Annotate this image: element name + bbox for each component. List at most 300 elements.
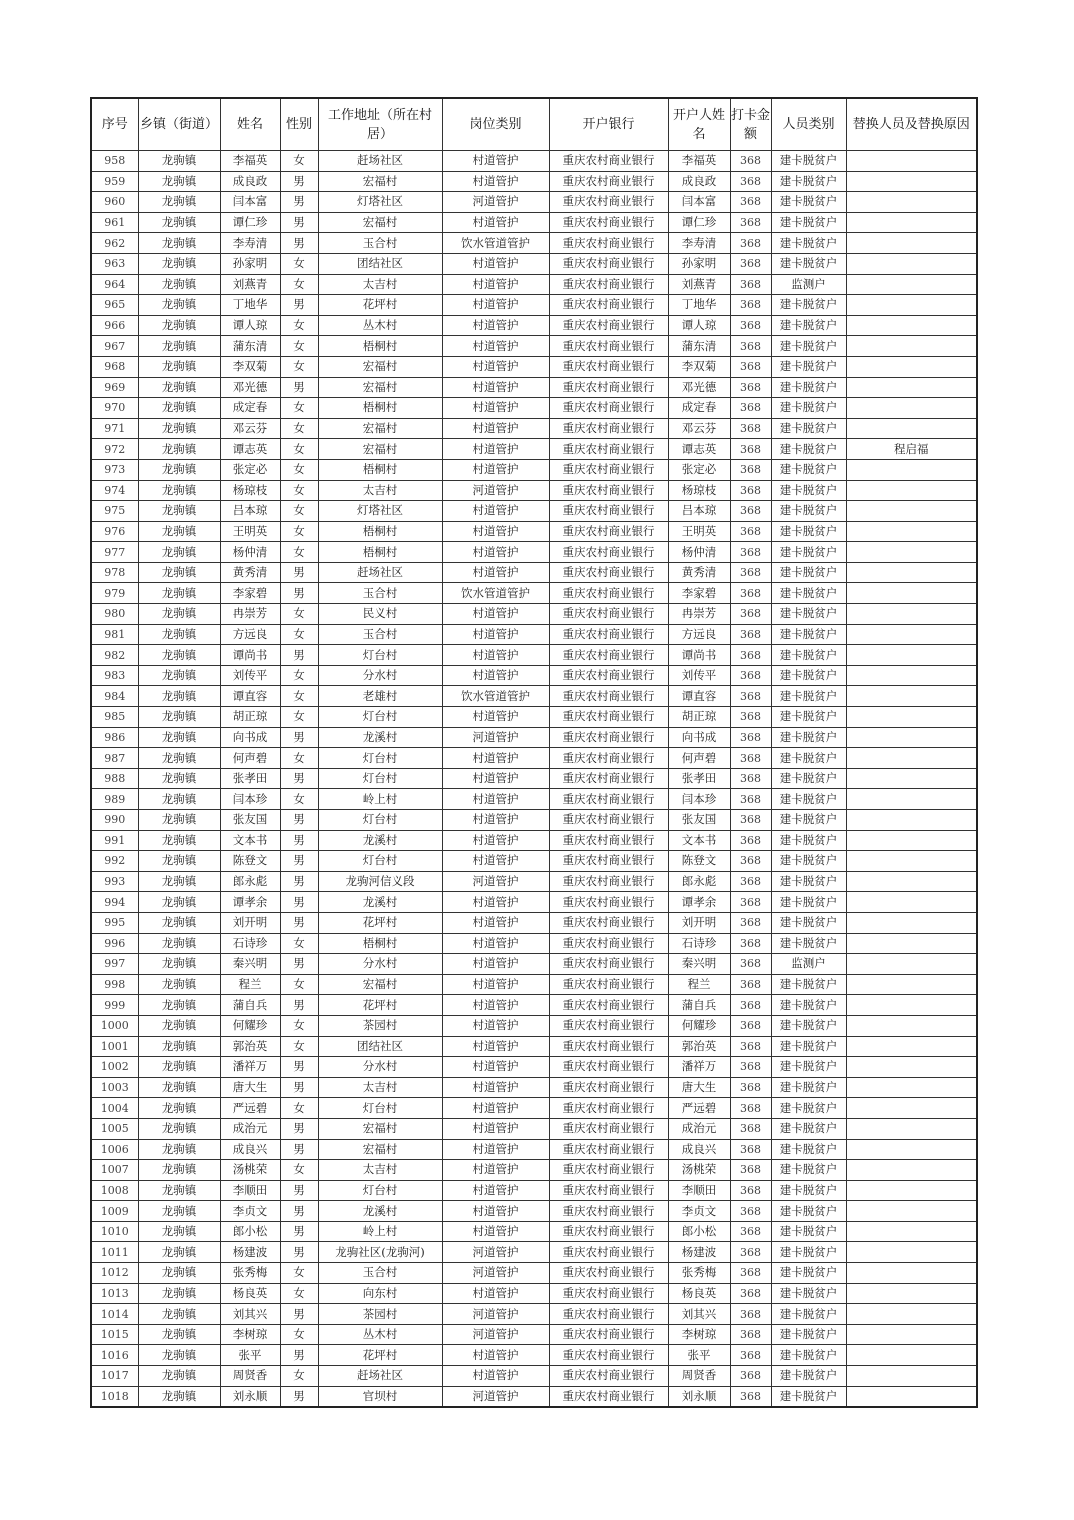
cell-gender: 女 bbox=[280, 356, 318, 377]
cell-index: 983 bbox=[91, 665, 138, 686]
cell-post-type: 河道管护 bbox=[442, 1242, 549, 1263]
cell-work-address: 丛木村 bbox=[318, 315, 442, 336]
cell-account-holder: 张平 bbox=[668, 1345, 730, 1366]
cell-replacement bbox=[846, 1324, 977, 1345]
cell-bank: 重庆农村商业银行 bbox=[549, 1201, 668, 1222]
cell-name: 丁地华 bbox=[220, 295, 280, 316]
table-row bbox=[91, 192, 977, 213]
cell-index: 1015 bbox=[91, 1324, 138, 1345]
cell-amount: 368 bbox=[730, 624, 771, 645]
cell-account-holder: 文本书 bbox=[668, 830, 730, 851]
cell-name: 闫本富 bbox=[220, 192, 280, 213]
cell-work-address: 宏福村 bbox=[318, 974, 442, 995]
cell-post-type: 村道管护 bbox=[442, 356, 549, 377]
cell-index: 969 bbox=[91, 377, 138, 398]
cell-account-holder: 成良兴 bbox=[668, 1139, 730, 1160]
cell-work-address: 赶场社区 bbox=[318, 562, 442, 583]
cell-amount: 368 bbox=[730, 789, 771, 810]
cell-amount: 368 bbox=[730, 954, 771, 975]
cell-person-type: 建卡脱贫户 bbox=[771, 1366, 846, 1387]
cell-town: 龙驹镇 bbox=[138, 336, 220, 357]
cell-account-holder: 张秀梅 bbox=[668, 1263, 730, 1284]
cell-work-address: 玉合村 bbox=[318, 583, 442, 604]
cell-work-address: 花坪村 bbox=[318, 912, 442, 933]
cell-work-address: 太吉村 bbox=[318, 274, 442, 295]
cell-post-type: 村道管护 bbox=[442, 748, 549, 769]
cell-account-holder: 程兰 bbox=[668, 974, 730, 995]
cell-gender: 男 bbox=[280, 233, 318, 254]
cell-name: 谭人琼 bbox=[220, 315, 280, 336]
cell-name: 郎小松 bbox=[220, 1221, 280, 1242]
cell-post-type: 村道管护 bbox=[442, 501, 549, 522]
cell-replacement bbox=[846, 1160, 977, 1181]
cell-replacement bbox=[846, 1263, 977, 1284]
cell-post-type: 河道管护 bbox=[442, 192, 549, 213]
cell-work-address: 梧桐村 bbox=[318, 933, 442, 954]
cell-work-address: 玉合村 bbox=[318, 233, 442, 254]
table-row bbox=[91, 686, 977, 707]
cell-replacement bbox=[846, 1118, 977, 1139]
cell-post-type: 村道管护 bbox=[442, 665, 549, 686]
cell-town: 龙驹镇 bbox=[138, 171, 220, 192]
cell-replacement bbox=[846, 459, 977, 480]
cell-amount: 368 bbox=[730, 851, 771, 872]
cell-name: 潘祥万 bbox=[220, 1057, 280, 1078]
cell-work-address: 灯塔社区 bbox=[318, 501, 442, 522]
cell-account-holder: 秦兴明 bbox=[668, 954, 730, 975]
cell-person-type: 建卡脱贫户 bbox=[771, 892, 846, 913]
cell-bank: 重庆农村商业银行 bbox=[549, 542, 668, 563]
cell-replacement bbox=[846, 274, 977, 295]
cell-person-type: 建卡脱贫户 bbox=[771, 480, 846, 501]
table-row bbox=[91, 707, 977, 728]
cell-post-type: 村道管护 bbox=[442, 1118, 549, 1139]
cell-account-holder: 郎小松 bbox=[668, 1221, 730, 1242]
cell-work-address: 玉合村 bbox=[318, 1263, 442, 1284]
cell-bank: 重庆农村商业银行 bbox=[549, 748, 668, 769]
cell-replacement bbox=[846, 418, 977, 439]
cell-person-type: 建卡脱贫户 bbox=[771, 1324, 846, 1345]
cell-person-type: 建卡脱贫户 bbox=[771, 810, 846, 831]
cell-name: 邓云芬 bbox=[220, 418, 280, 439]
cell-name: 李双菊 bbox=[220, 356, 280, 377]
cell-work-address: 宏福村 bbox=[318, 377, 442, 398]
header-row bbox=[91, 98, 977, 151]
cell-post-type: 村道管护 bbox=[442, 1180, 549, 1201]
table-row bbox=[91, 727, 977, 748]
cell-bank: 重庆农村商业银行 bbox=[549, 336, 668, 357]
cell-person-type: 建卡脱贫户 bbox=[771, 871, 846, 892]
cell-person-type: 建卡脱贫户 bbox=[771, 439, 846, 460]
table-row bbox=[91, 212, 977, 233]
cell-town: 龙驹镇 bbox=[138, 1118, 220, 1139]
cell-gender: 男 bbox=[280, 1242, 318, 1263]
cell-post-type: 村道管护 bbox=[442, 768, 549, 789]
cell-town: 龙驹镇 bbox=[138, 583, 220, 604]
table-row bbox=[91, 1263, 977, 1284]
cell-person-type: 建卡脱贫户 bbox=[771, 1015, 846, 1036]
cell-gender: 男 bbox=[280, 1139, 318, 1160]
cell-bank: 重庆农村商业银行 bbox=[549, 1366, 668, 1387]
cell-account-holder: 邓光德 bbox=[668, 377, 730, 398]
cell-gender: 男 bbox=[280, 1077, 318, 1098]
cell-amount: 368 bbox=[730, 1242, 771, 1263]
table-row bbox=[91, 1366, 977, 1387]
table-row bbox=[91, 377, 977, 398]
table-row bbox=[91, 1098, 977, 1119]
cell-name: 方远良 bbox=[220, 624, 280, 645]
cell-account-holder: 郎永彪 bbox=[668, 871, 730, 892]
cell-amount: 368 bbox=[730, 727, 771, 748]
cell-person-type: 建卡脱贫户 bbox=[771, 1160, 846, 1181]
cell-name: 谭尚书 bbox=[220, 645, 280, 666]
cell-replacement bbox=[846, 253, 977, 274]
header-cell-replacement: 替换人员及替换原因 bbox=[846, 98, 977, 151]
cell-gender: 男 bbox=[280, 562, 318, 583]
cell-name: 向书成 bbox=[220, 727, 280, 748]
cell-work-address: 花坪村 bbox=[318, 995, 442, 1016]
cell-bank: 重庆农村商业银行 bbox=[549, 1304, 668, 1325]
cell-work-address: 灯台村 bbox=[318, 851, 442, 872]
cell-town: 龙驹镇 bbox=[138, 871, 220, 892]
cell-post-type: 村道管护 bbox=[442, 995, 549, 1016]
cell-amount: 368 bbox=[730, 1139, 771, 1160]
cell-post-type: 村道管护 bbox=[442, 439, 549, 460]
cell-name: 成良兴 bbox=[220, 1139, 280, 1160]
cell-person-type: 建卡脱贫户 bbox=[771, 1242, 846, 1263]
cell-person-type: 建卡脱贫户 bbox=[771, 315, 846, 336]
cell-bank: 重庆农村商业银行 bbox=[549, 768, 668, 789]
cell-town: 龙驹镇 bbox=[138, 1201, 220, 1222]
cell-post-type: 村道管护 bbox=[442, 1201, 549, 1222]
cell-index: 991 bbox=[91, 830, 138, 851]
cell-town: 龙驹镇 bbox=[138, 418, 220, 439]
cell-work-address: 茶园村 bbox=[318, 1304, 442, 1325]
cell-amount: 368 bbox=[730, 1160, 771, 1181]
cell-index: 986 bbox=[91, 727, 138, 748]
cell-town: 龙驹镇 bbox=[138, 480, 220, 501]
cell-town: 龙驹镇 bbox=[138, 439, 220, 460]
cell-gender: 女 bbox=[280, 1036, 318, 1057]
cell-name: 谭孝余 bbox=[220, 892, 280, 913]
cell-post-type: 村道管护 bbox=[442, 562, 549, 583]
cell-town: 龙驹镇 bbox=[138, 1345, 220, 1366]
cell-work-address: 团结社区 bbox=[318, 1036, 442, 1057]
cell-bank: 重庆农村商业银行 bbox=[549, 1139, 668, 1160]
table-row bbox=[91, 1201, 977, 1222]
cell-name: 成定春 bbox=[220, 398, 280, 419]
cell-gender: 女 bbox=[280, 315, 318, 336]
cell-amount: 368 bbox=[730, 459, 771, 480]
cell-index: 985 bbox=[91, 707, 138, 728]
cell-work-address: 宏福村 bbox=[318, 171, 442, 192]
table-row bbox=[91, 151, 977, 172]
cell-work-address: 灯台村 bbox=[318, 1180, 442, 1201]
cell-index: 967 bbox=[91, 336, 138, 357]
table-row bbox=[91, 336, 977, 357]
cell-gender: 女 bbox=[280, 604, 318, 625]
cell-post-type: 村道管护 bbox=[442, 1160, 549, 1181]
cell-bank: 重庆农村商业银行 bbox=[549, 1283, 668, 1304]
cell-name: 刘传平 bbox=[220, 665, 280, 686]
cell-amount: 368 bbox=[730, 439, 771, 460]
cell-name: 李家碧 bbox=[220, 583, 280, 604]
cell-post-type: 村道管护 bbox=[442, 954, 549, 975]
cell-work-address: 赶场社区 bbox=[318, 151, 442, 172]
cell-work-address: 分水村 bbox=[318, 665, 442, 686]
cell-amount: 368 bbox=[730, 912, 771, 933]
cell-bank: 重庆农村商业银行 bbox=[549, 1386, 668, 1407]
cell-name: 程兰 bbox=[220, 974, 280, 995]
table-row bbox=[91, 1036, 977, 1057]
cell-bank: 重庆农村商业银行 bbox=[549, 645, 668, 666]
cell-gender: 女 bbox=[280, 501, 318, 522]
cell-index: 1014 bbox=[91, 1304, 138, 1325]
cell-person-type: 建卡脱贫户 bbox=[771, 995, 846, 1016]
cell-account-holder: 张定必 bbox=[668, 459, 730, 480]
table-row bbox=[91, 253, 977, 274]
cell-work-address: 宏福村 bbox=[318, 356, 442, 377]
table-row bbox=[91, 398, 977, 419]
cell-person-type: 建卡脱贫户 bbox=[771, 171, 846, 192]
cell-town: 龙驹镇 bbox=[138, 748, 220, 769]
cell-index: 970 bbox=[91, 398, 138, 419]
cell-post-type: 村道管护 bbox=[442, 645, 549, 666]
cell-account-holder: 谭志英 bbox=[668, 439, 730, 460]
cell-post-type: 村道管护 bbox=[442, 624, 549, 645]
cell-index: 1013 bbox=[91, 1283, 138, 1304]
cell-work-address: 灯台村 bbox=[318, 748, 442, 769]
cell-amount: 368 bbox=[730, 1015, 771, 1036]
cell-bank: 重庆农村商业银行 bbox=[549, 171, 668, 192]
cell-replacement bbox=[846, 583, 977, 604]
cell-work-address: 龙溪村 bbox=[318, 1201, 442, 1222]
cell-post-type: 村道管护 bbox=[442, 1057, 549, 1078]
cell-account-holder: 李双菊 bbox=[668, 356, 730, 377]
cell-bank: 重庆农村商业银行 bbox=[549, 501, 668, 522]
cell-name: 张友国 bbox=[220, 810, 280, 831]
cell-post-type: 村道管护 bbox=[442, 521, 549, 542]
cell-work-address: 民义村 bbox=[318, 604, 442, 625]
cell-index: 1009 bbox=[91, 1201, 138, 1222]
cell-name: 杨良英 bbox=[220, 1283, 280, 1304]
cell-bank: 重庆农村商业银行 bbox=[549, 562, 668, 583]
table-row bbox=[91, 789, 977, 810]
cell-amount: 368 bbox=[730, 645, 771, 666]
cell-amount: 368 bbox=[730, 1036, 771, 1057]
cell-replacement bbox=[846, 1221, 977, 1242]
cell-work-address: 灯台村 bbox=[318, 707, 442, 728]
cell-work-address: 太吉村 bbox=[318, 1077, 442, 1098]
cell-name: 杨琼枝 bbox=[220, 480, 280, 501]
cell-bank: 重庆农村商业银行 bbox=[549, 1263, 668, 1284]
cell-index: 1016 bbox=[91, 1345, 138, 1366]
cell-town: 龙驹镇 bbox=[138, 1242, 220, 1263]
table-row bbox=[91, 1242, 977, 1263]
cell-name: 唐大生 bbox=[220, 1077, 280, 1098]
cell-amount: 368 bbox=[730, 1324, 771, 1345]
cell-index: 1000 bbox=[91, 1015, 138, 1036]
cell-gender: 女 bbox=[280, 253, 318, 274]
cell-index: 1017 bbox=[91, 1366, 138, 1387]
cell-index: 1006 bbox=[91, 1139, 138, 1160]
cell-index: 980 bbox=[91, 604, 138, 625]
cell-post-type: 村道管护 bbox=[442, 912, 549, 933]
cell-work-address: 宏福村 bbox=[318, 1118, 442, 1139]
cell-amount: 368 bbox=[730, 583, 771, 604]
cell-gender: 女 bbox=[280, 748, 318, 769]
cell-town: 龙驹镇 bbox=[138, 274, 220, 295]
cell-town: 龙驹镇 bbox=[138, 789, 220, 810]
cell-replacement bbox=[846, 1386, 977, 1407]
cell-replacement bbox=[846, 768, 977, 789]
header-cell-work-address: 工作地址（所在村居） bbox=[318, 98, 442, 151]
cell-amount: 368 bbox=[730, 1283, 771, 1304]
cell-person-type: 建卡脱贫户 bbox=[771, 1057, 846, 1078]
cell-person-type: 建卡脱贫户 bbox=[771, 665, 846, 686]
cell-bank: 重庆农村商业银行 bbox=[549, 933, 668, 954]
cell-gender: 男 bbox=[280, 912, 318, 933]
cell-name: 刘永顺 bbox=[220, 1386, 280, 1407]
table-row bbox=[91, 315, 977, 336]
cell-gender: 女 bbox=[280, 624, 318, 645]
cell-account-holder: 成定春 bbox=[668, 398, 730, 419]
cell-town: 龙驹镇 bbox=[138, 1263, 220, 1284]
cell-gender: 男 bbox=[280, 727, 318, 748]
table-row bbox=[91, 1160, 977, 1181]
cell-town: 龙驹镇 bbox=[138, 295, 220, 316]
cell-index: 961 bbox=[91, 212, 138, 233]
cell-amount: 368 bbox=[730, 274, 771, 295]
cell-post-type: 村道管护 bbox=[442, 171, 549, 192]
header-cell-index: 序号 bbox=[91, 98, 138, 151]
cell-town: 龙驹镇 bbox=[138, 233, 220, 254]
cell-amount: 368 bbox=[730, 974, 771, 995]
cell-town: 龙驹镇 bbox=[138, 1386, 220, 1407]
cell-account-holder: 何耀珍 bbox=[668, 1015, 730, 1036]
cell-town: 龙驹镇 bbox=[138, 686, 220, 707]
cell-gender: 女 bbox=[280, 480, 318, 501]
cell-amount: 368 bbox=[730, 1221, 771, 1242]
cell-amount: 368 bbox=[730, 501, 771, 522]
cell-account-holder: 石诗珍 bbox=[668, 933, 730, 954]
cell-replacement bbox=[846, 604, 977, 625]
header-cell-town: 乡镇（街道） bbox=[138, 98, 220, 151]
cell-index: 958 bbox=[91, 151, 138, 172]
cell-account-holder: 蒲自兵 bbox=[668, 995, 730, 1016]
cell-amount: 368 bbox=[730, 686, 771, 707]
cell-name: 周贤香 bbox=[220, 1366, 280, 1387]
header-cell-post-type: 岗位类别 bbox=[442, 98, 549, 151]
cell-person-type: 建卡脱贫户 bbox=[771, 789, 846, 810]
cell-work-address: 分水村 bbox=[318, 1057, 442, 1078]
cell-person-type: 建卡脱贫户 bbox=[771, 295, 846, 316]
cell-town: 龙驹镇 bbox=[138, 810, 220, 831]
cell-bank: 重庆农村商业银行 bbox=[549, 377, 668, 398]
cell-post-type: 村道管护 bbox=[442, 1098, 549, 1119]
table-row bbox=[91, 418, 977, 439]
cell-replacement bbox=[846, 336, 977, 357]
table-row bbox=[91, 645, 977, 666]
cell-post-type: 村道管护 bbox=[442, 974, 549, 995]
cell-town: 龙驹镇 bbox=[138, 974, 220, 995]
cell-replacement bbox=[846, 665, 977, 686]
cell-bank: 重庆农村商业银行 bbox=[549, 1077, 668, 1098]
cell-town: 龙驹镇 bbox=[138, 192, 220, 213]
cell-amount: 368 bbox=[730, 933, 771, 954]
cell-person-type: 建卡脱贫户 bbox=[771, 562, 846, 583]
cell-amount: 368 bbox=[730, 151, 771, 172]
cell-person-type: 监测户 bbox=[771, 954, 846, 975]
cell-person-type: 建卡脱贫户 bbox=[771, 501, 846, 522]
cell-name: 杨建波 bbox=[220, 1242, 280, 1263]
cell-bank: 重庆农村商业银行 bbox=[549, 521, 668, 542]
cell-post-type: 村道管护 bbox=[442, 1366, 549, 1387]
cell-account-holder: 谭直容 bbox=[668, 686, 730, 707]
cell-amount: 368 bbox=[730, 995, 771, 1016]
cell-name: 刘燕青 bbox=[220, 274, 280, 295]
cell-post-type: 村道管护 bbox=[442, 253, 549, 274]
cell-gender: 女 bbox=[280, 521, 318, 542]
cell-bank: 重庆农村商业银行 bbox=[549, 954, 668, 975]
cell-bank: 重庆农村商业银行 bbox=[549, 892, 668, 913]
cell-work-address: 宏福村 bbox=[318, 1139, 442, 1160]
table-row bbox=[91, 1345, 977, 1366]
cell-bank: 重庆农村商业银行 bbox=[549, 810, 668, 831]
cell-gender: 女 bbox=[280, 439, 318, 460]
cell-name: 何声碧 bbox=[220, 748, 280, 769]
roster-table bbox=[90, 97, 978, 1408]
table-row bbox=[91, 933, 977, 954]
cell-gender: 女 bbox=[280, 1263, 318, 1284]
cell-account-holder: 何声碧 bbox=[668, 748, 730, 769]
cell-gender: 女 bbox=[280, 789, 318, 810]
cell-amount: 368 bbox=[730, 1118, 771, 1139]
header-cell-gender: 性别 bbox=[280, 98, 318, 151]
cell-work-address: 灯台村 bbox=[318, 810, 442, 831]
cell-work-address: 赶场社区 bbox=[318, 1366, 442, 1387]
cell-person-type: 建卡脱贫户 bbox=[771, 686, 846, 707]
cell-index: 1004 bbox=[91, 1098, 138, 1119]
cell-work-address: 宏福村 bbox=[318, 212, 442, 233]
cell-bank: 重庆农村商业银行 bbox=[549, 151, 668, 172]
cell-town: 龙驹镇 bbox=[138, 1283, 220, 1304]
cell-person-type: 建卡脱贫户 bbox=[771, 748, 846, 769]
cell-post-type: 村道管护 bbox=[442, 1221, 549, 1242]
cell-work-address: 灯台村 bbox=[318, 645, 442, 666]
table-row bbox=[91, 1221, 977, 1242]
cell-bank: 重庆农村商业银行 bbox=[549, 851, 668, 872]
cell-amount: 368 bbox=[730, 295, 771, 316]
cell-gender: 男 bbox=[280, 171, 318, 192]
cell-town: 龙驹镇 bbox=[138, 604, 220, 625]
cell-post-type: 村道管护 bbox=[442, 810, 549, 831]
cell-index: 962 bbox=[91, 233, 138, 254]
cell-name: 王明英 bbox=[220, 521, 280, 542]
cell-work-address: 灯塔社区 bbox=[318, 192, 442, 213]
cell-person-type: 建卡脱贫户 bbox=[771, 459, 846, 480]
cell-post-type: 村道管护 bbox=[442, 295, 549, 316]
cell-bank: 重庆农村商业银行 bbox=[549, 1160, 668, 1181]
cell-index: 1001 bbox=[91, 1036, 138, 1057]
cell-post-type: 河道管护 bbox=[442, 1324, 549, 1345]
cell-replacement bbox=[846, 1098, 977, 1119]
cell-gender: 男 bbox=[280, 1345, 318, 1366]
cell-name: 刘开明 bbox=[220, 912, 280, 933]
cell-index: 992 bbox=[91, 851, 138, 872]
cell-post-type: 河道管护 bbox=[442, 871, 549, 892]
cell-bank: 重庆农村商业银行 bbox=[549, 686, 668, 707]
